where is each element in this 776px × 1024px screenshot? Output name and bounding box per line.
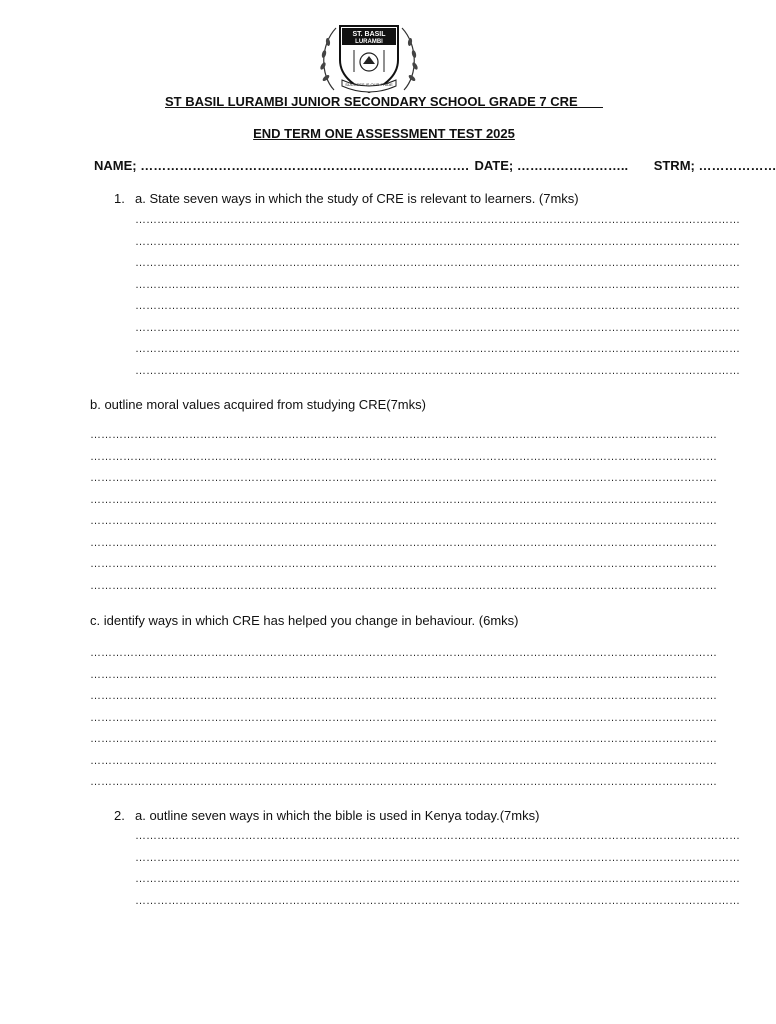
answer-line[interactable]: ……………………………………………………………………………………………………………………………………………………… xyxy=(90,536,717,549)
answer-line[interactable]: ……………………………………………………………………………………………………………………………………………………… xyxy=(90,647,717,659)
answer-line[interactable]: ………………………………………………………………………………………………………………………………………………… xyxy=(135,873,740,885)
answer-line[interactable]: ……………………………………………………………………………………………………………………………………………………… xyxy=(90,515,717,527)
answer-line[interactable]: ……………………………………………………………………………………………………………………………………………………… xyxy=(90,733,717,745)
answer-lines-1a[interactable] xyxy=(135,210,740,382)
answer-line[interactable]: ………………………………………………………………………………………………………………………………………………… xyxy=(135,257,740,269)
school-title: ST BASIL LURAMBI JUNIOR SECONDARY SCHOOL GRADE 7 CRE xyxy=(165,94,603,109)
name-field[interactable]: NAME; …………………………………………………………………. xyxy=(94,158,469,173)
answer-line[interactable]: ………………………………………………………………………………………………………………………………………………… xyxy=(135,364,740,377)
logo-text-top: ST. BASIL xyxy=(352,31,386,38)
logo-text-mid: LURAMBI xyxy=(355,39,383,45)
question-1a: a. State seven ways in which the study of CRE is relevant to learners. (7mks) xyxy=(135,191,579,206)
logo-motto: SUCCESS IS OUR PRIDE xyxy=(345,82,393,87)
answer-line[interactable]: ……………………………………………………………………………………………………………………………………………………… xyxy=(90,472,717,484)
exam-title: END TERM ONE ASSESSMENT TEST 2025 xyxy=(253,126,515,141)
question-1b: b. outline moral values acquired from studying CRE(7mks) xyxy=(90,397,426,412)
answer-line[interactable]: ……………………………………………………………………………………………………………………………………………………… xyxy=(90,776,717,788)
answer-line[interactable]: ……………………………………………………………………………………………………………………………………………………… xyxy=(90,754,717,767)
answer-line[interactable]: ……………………………………………………………………………………………………………………………………………………… xyxy=(90,450,717,463)
question-1c: c. identify ways in which CRE has helped you change in behaviour. (6mks) xyxy=(90,613,519,628)
question-number: 2. xyxy=(114,808,125,823)
question-2a: a. outline seven ways in which the bible is used in Kenya today.(7mks) xyxy=(135,808,540,823)
student-info-row xyxy=(94,158,776,173)
answer-line[interactable]: ……………………………………………………………………………………………………………………………………………………… xyxy=(90,579,717,592)
answer-lines-2a[interactable] xyxy=(135,826,740,912)
answer-line[interactable]: ……………………………………………………………………………………………………………………………………………………… xyxy=(90,429,717,441)
answer-line[interactable]: ………………………………………………………………………………………………………………………………………………… xyxy=(135,851,740,864)
question-number: 1. xyxy=(114,191,125,206)
answer-line[interactable]: ……………………………………………………………………………………………………………………………………………………… xyxy=(90,558,717,570)
answer-line[interactable]: ………………………………………………………………………………………………………………………………………………… xyxy=(135,321,740,334)
answer-line[interactable]: ………………………………………………………………………………………………………………………………………………… xyxy=(135,235,740,248)
strm-field[interactable]: STRM; ……………… xyxy=(653,158,776,173)
answer-line[interactable]: ………………………………………………………………………………………………………………………………………………… xyxy=(135,300,740,312)
answer-line[interactable]: ……………………………………………………………………………………………………………………………………………………… xyxy=(90,690,717,702)
answer-line[interactable]: ………………………………………………………………………………………………………………………………………………… xyxy=(135,343,740,355)
answer-line[interactable]: ………………………………………………………………………………………………………………………………………………… xyxy=(135,278,740,291)
answer-line[interactable]: ……………………………………………………………………………………………………………………………………………………… xyxy=(90,668,717,681)
date-field[interactable]: DATE; …………………….. xyxy=(474,158,629,173)
answer-line[interactable]: ……………………………………………………………………………………………………………………………………………………… xyxy=(90,493,717,506)
answer-line[interactable]: ……………………………………………………………………………………………………………………………………………………… xyxy=(90,711,717,724)
answer-line[interactable]: ………………………………………………………………………………………………………………………………………………… xyxy=(135,830,740,842)
answer-lines-1b[interactable] xyxy=(90,425,717,597)
answer-lines-1c[interactable] xyxy=(90,643,717,794)
answer-line[interactable]: ………………………………………………………………………………………………………………………………………………… xyxy=(135,214,740,226)
school-logo xyxy=(314,20,424,96)
answer-line[interactable]: ………………………………………………………………………………………………………………………………………………… xyxy=(135,894,740,907)
